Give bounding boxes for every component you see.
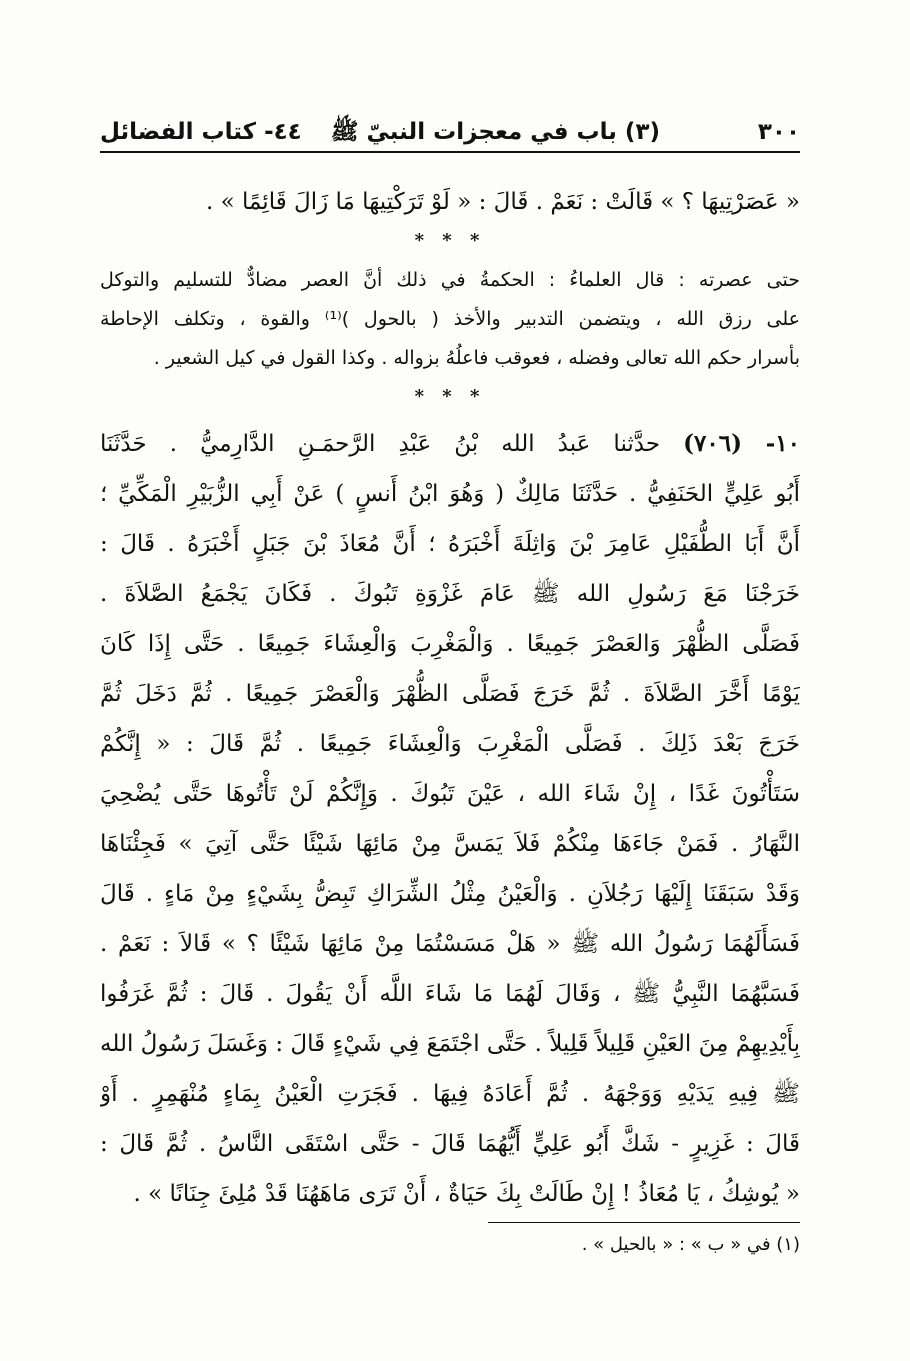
header-rule [100, 151, 800, 153]
hadith-line: خَرَجَ بَعْدَ ذَلِكَ . فَصَلَّى الْمَغْرِبَ وَالْعِشَاءَ جَمِيعًا . ثُمَّ قَالَ : « إِنَّكُمْ [100, 731, 800, 757]
hadith-line: وَقَدْ سَبَقَنَا إِلَيْهَا رَجُلاَنِ . وَالْعَيْنُ مِثْلُ الشِّرَاكِ تَبِضُّ بِشَيْءٍ مِنْ مَاءٍ . قَالَ [100, 881, 800, 907]
page-number: ٣٠٠ [757, 119, 800, 145]
commentary-line: على رزق الله ، ويتضمن التدبير والأخذ ( بالحول )⁽¹⁾ والقوة ، وتكلف الإحاطة [100, 308, 800, 330]
hadith-line: يَوْمًا أَخَّرَ الصَّلاَةَ . ثُمَّ خَرَجَ فَصَلَّى الظُّهْرَ وَالْعَصْرَ جَمِيعًا . ثُمَّ دَخَلَ ثُمَّ [100, 681, 800, 707]
hadith-line: ﷺ فِيهِ يَدَيْهِ وَوَجْهَهُ . ثُمَّ أَعَادَهُ فِيهَا . فَجَرَتِ الْعَيْنُ بِمَاءٍ مُنْهَمِرٍ . أَوْ [100, 1081, 800, 1107]
hadith-line [100, 418, 800, 470]
hadith-line: فَسَأَلَهُمَا رَسُولُ الله ﷺ « هَلْ مَسَسْتُمَا مِنْ مَائِهَا شَيْئًا ؟ » قَالاَ : نَعَمْ . [100, 931, 800, 957]
chapter-title: (٣) باب في معجزات النبيّ ﷺ [330, 119, 660, 145]
hadith-line: النَّهَارُ . فَمَنْ جَاءَهَا مِنْكُمْ فَلاَ يَمَسَّ مِنْ مَائِهَا شَيْئًا حَتَّى آتِيَ » فَجِئْنَاهَا [100, 831, 800, 857]
hadith-line: « يُوشِكُ ، يَا مُعَاذُ ! إِنْ طَالَتْ بِكَ حَيَاةٌ ، أَنْ تَرَى مَاهَهُنَا قَدْ مُلِئَ جِنَانًا » . [133, 1181, 800, 1207]
footnote: (١) في « ب » : « بالحيل » . [581, 1234, 800, 1255]
hadith-line: قَالَ : غَزِيرٍ - شَكَّ أَبُو عَلِيٍّ أَيُّهُمَا قَالَ - حَتَّى اسْتَقَى النَّاسُ . ثُمَّ قَالَ : [100, 1131, 800, 1157]
hadith-line: سَتَأْتُونَ غَدًا ، إِنْ شَاءَ الله ، عَيْنَ تَبُوكَ . وَإِنَّكُمْ لَنْ تَأْتُوهَا حَتَّى يُضْحِيَ [100, 781, 800, 807]
separator-2: * * * [414, 386, 486, 407]
hadith-line: خَرَجْنَا مَعَ رَسُولِ الله ﷺ عَامَ غَزْوَةِ تَبُوكَ . فَكَانَ يَجْمَعُ الصَّلاَةَ . [100, 581, 800, 607]
hadith-number: ١٠- (٧٠٦) [683, 430, 800, 457]
book-title: ٤٤- كتاب الفضائل [100, 119, 302, 145]
commentary-line: بأسرار حكم الله تعالى وفضله ، فعوقب فاعلُهُ بزواله . وكذا القول في كيل الشعير . [153, 347, 800, 369]
separator-1: * * * [414, 230, 486, 251]
hadith-line: أَبُو عَلِيٍّ الحَنَفِيُّ . حَدَّثَنَا مَالِكٌ ( وَهُوَ ابْنُ أَنسٍ ) عَنْ أَبِي الزُّبَيْرِ الْمَكِّيِّ ؛ [100, 481, 800, 507]
hadith-line: بِأَيْدِيهِمْ مِنَ العَيْنِ قَلِيلاً قَلِيلاً . حَتَّى اجْتَمَعَ فِي شَيْءٍ قَالَ : وَغَسَلَ رَسُولُ الله [100, 1031, 800, 1057]
hadith-line: أَنَّ أَبَا الطُّفَيْلِ عَامِرَ بْنَ وَاثِلَةَ أَخْبَرَهُ ؛ أَنَّ مُعَاذَ بْنَ جَبَلٍ أَخْبَرَهُ . قَالَ : [100, 531, 800, 557]
page-header [100, 112, 800, 152]
hadith-line-text: حدَّثنا عَبدُ الله بْنُ عَبْدِ الرَّحمَـنِ الدَّارِميُّ . حَدَّثَنَا [100, 431, 661, 457]
top-line: « عَصَرْتِيهَا ؟ » قَالَتْ : نَعَمْ . قَالَ : « لَوْ تَرَكْتِيهَا مَا زَالَ قَائِمًا » . [206, 189, 800, 215]
commentary-line: حتى عصرته : قال العلماءُ : الحكمةُ في ذلك أنَّ العصر مضادٌّ للتسليم والتوكل [100, 269, 800, 291]
hadith-line: فَصَلَّى الظُّهْرَ وَالعَصْرَ جَمِيعًا . وَالْمَغْرِبَ وَالْعِشَاءَ جَمِيعًا . حَتَّى إِذَا كَانَ [100, 631, 800, 657]
footnote-rule [488, 1222, 800, 1223]
hadith-line: فَسَبَّهُمَا النَّبِيُّ ﷺ ، وَقَالَ لَهُمَا مَا شَاءَ اللَّه أَنْ يَقُولَ . قَالَ : ثُمَّ غَرَفُوا [100, 981, 800, 1007]
